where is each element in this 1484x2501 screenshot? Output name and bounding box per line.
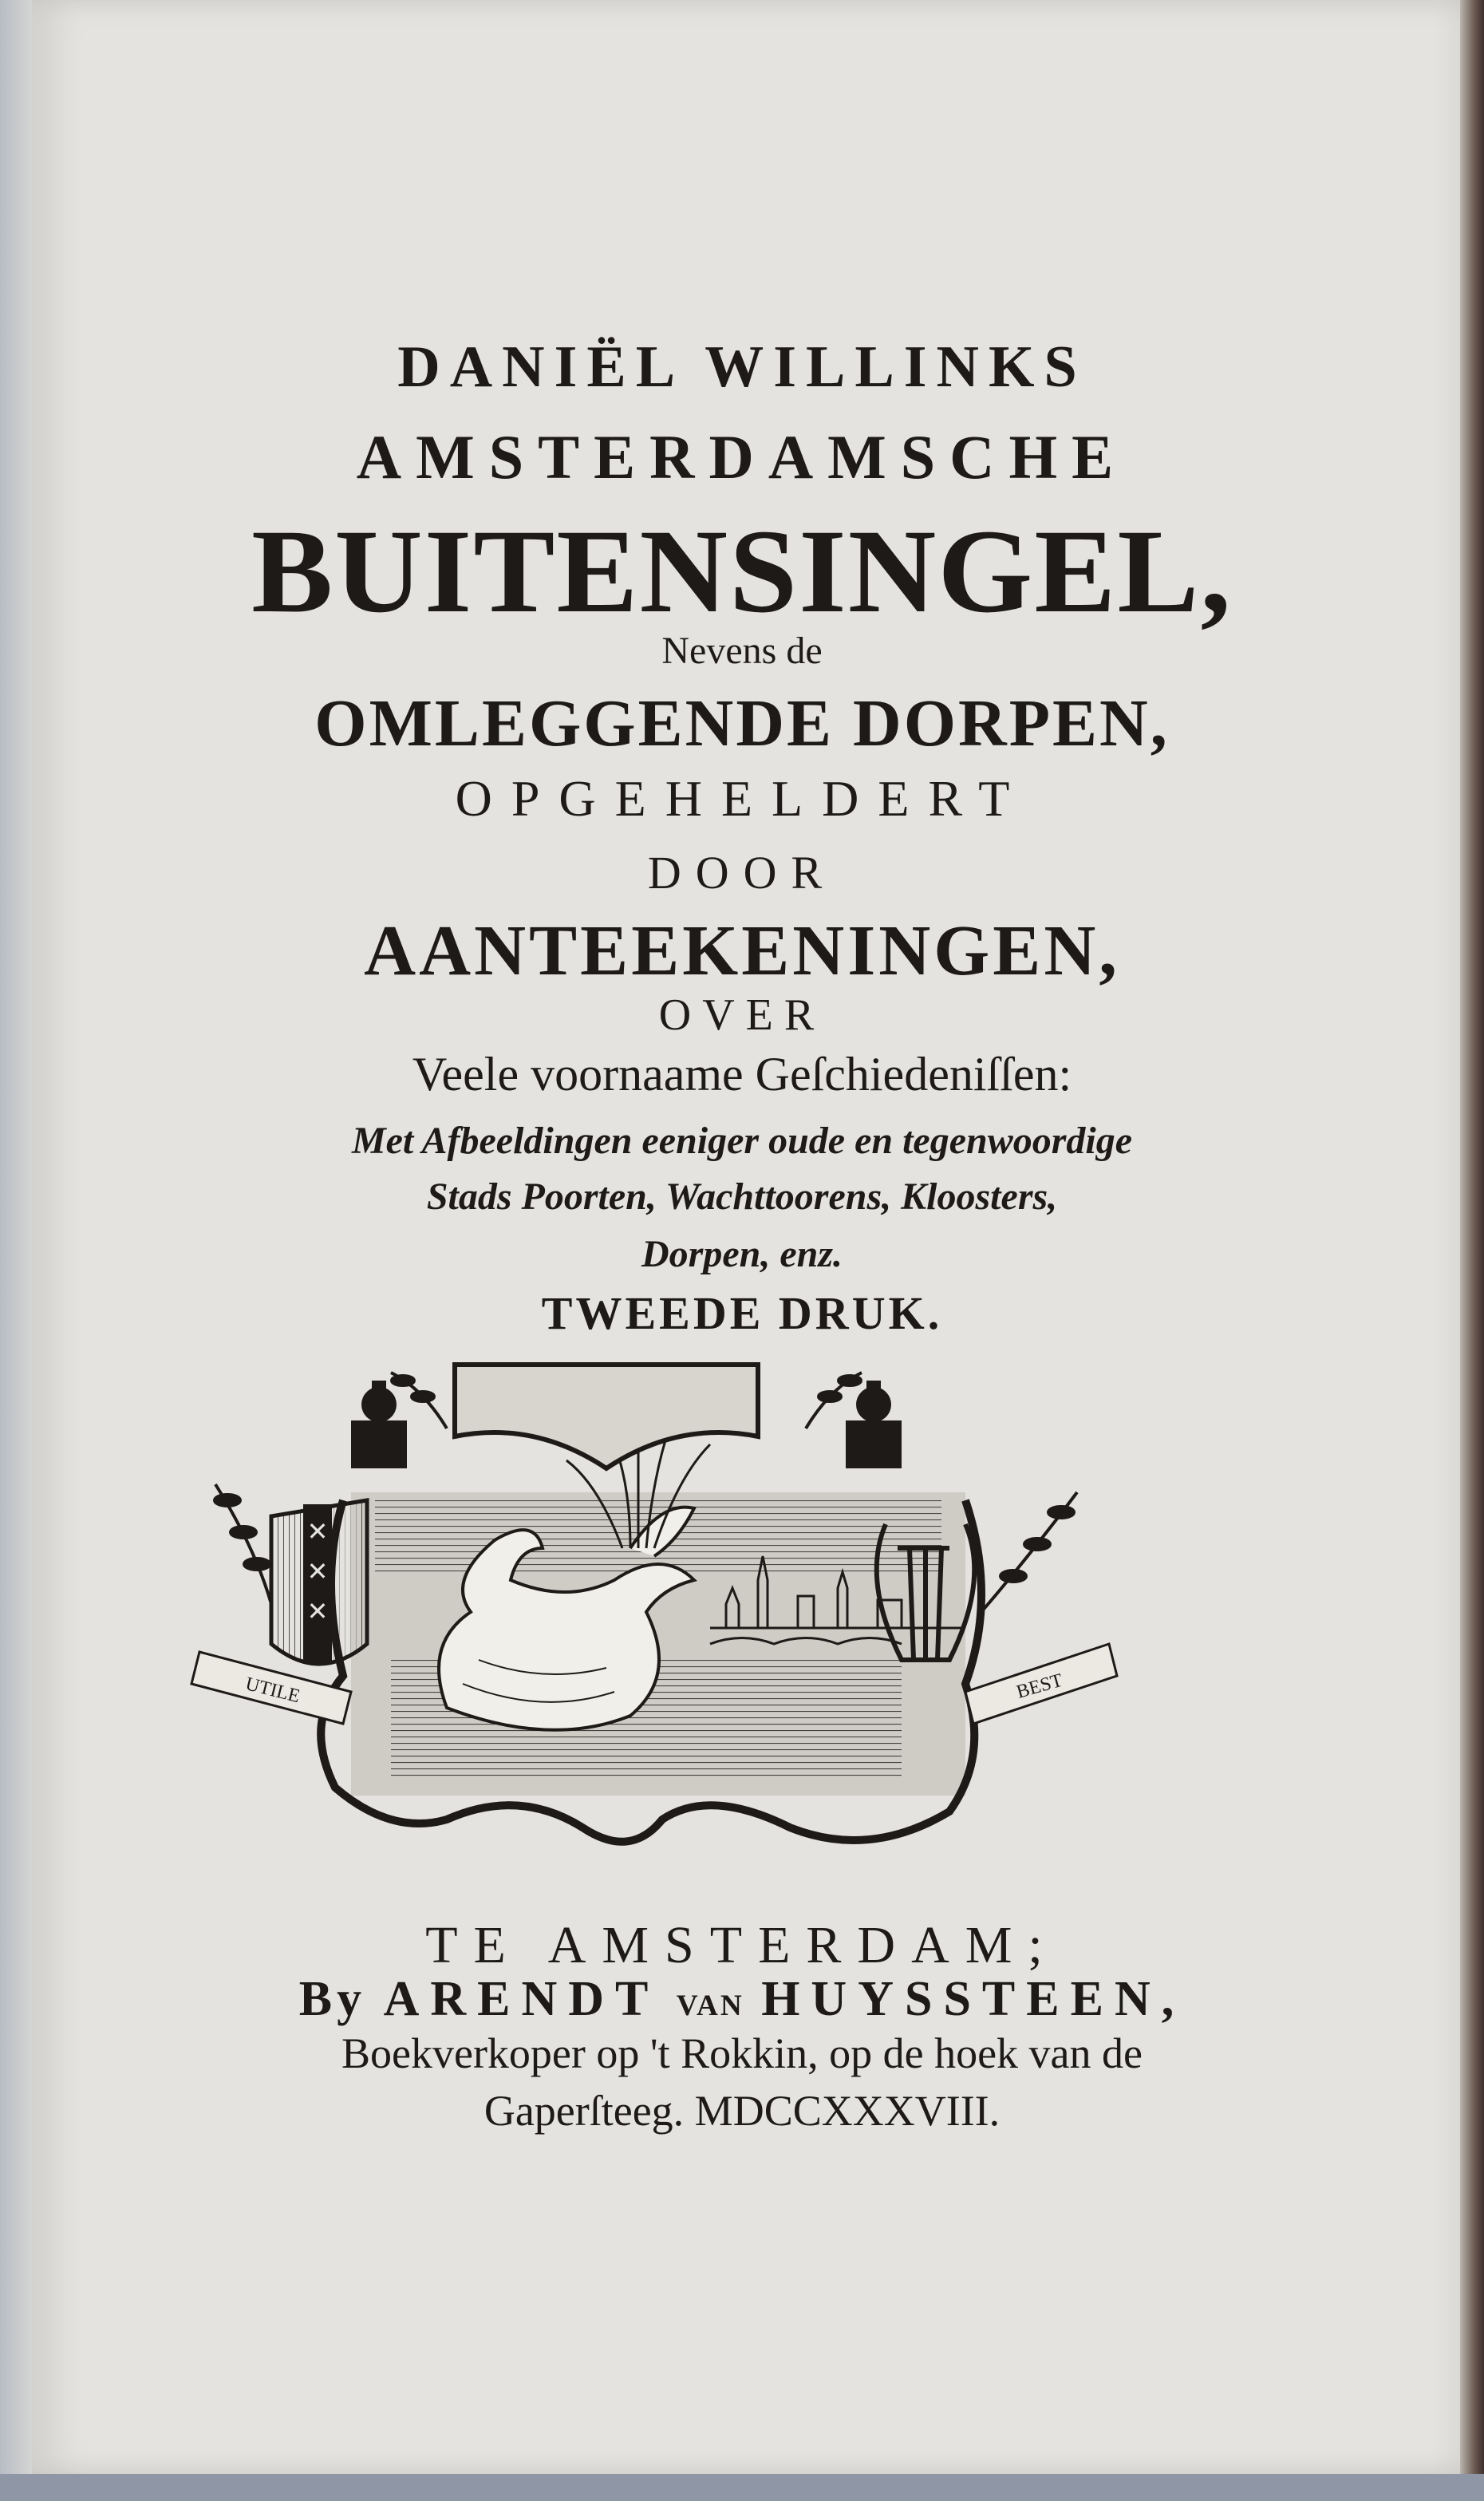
subtitle-italic-1: Met Afbeeldingen eeniger oude en tegenwoordige	[351, 1120, 1133, 1162]
subtitle-italic-2: Stads Poorten, Wachttoorens, Kloosters,	[426, 1175, 1058, 1218]
background-strip	[0, 2474, 1484, 2501]
engraved-vignette	[184, 1341, 1125, 1883]
title-line-amsterdamsche: AMSTERDAMSCHE	[356, 422, 1128, 492]
imprint-address-1: Boekverkoper op 't Rokkin, op de hoek van de	[341, 2029, 1143, 2077]
title-door: DOOR	[647, 847, 837, 899]
edition-line: TWEEDE DRUK.	[541, 1287, 943, 1339]
subtitle-italic-3: Dorpen, enz.	[641, 1233, 843, 1275]
publisher-van: VAN	[676, 1989, 744, 2022]
title-dorpen: OMLEGGENDE DORPEN,	[314, 686, 1170, 761]
urn-finial-left-icon	[351, 1381, 407, 1468]
ribbon-right	[965, 1644, 1117, 1724]
title-opgeheldert: OPGEHELDERT	[455, 770, 1029, 827]
svg-text:✕: ✕	[306, 1556, 329, 1586]
svg-text:✕: ✕	[306, 1596, 329, 1626]
imprint-address-2: Gaperſteeg. MDCCXXXVIII.	[483, 2087, 1001, 2135]
title-aanteekeningen: AANTEEKENINGEN,	[364, 911, 1120, 990]
publisher-prefix: By	[298, 1972, 367, 2026]
title-nevens: Nevens de	[661, 630, 823, 672]
svg-text:BEST: BEST	[1014, 1669, 1065, 1703]
title-over: OVER	[658, 990, 826, 1040]
svg-text:UTILE: UTILE	[243, 1673, 302, 1708]
publisher-surname: HUYSSTEEN,	[761, 1972, 1186, 2026]
title-main: BUITENSINGEL,	[251, 505, 1233, 638]
imprint-city: TE AMSTERDAM;	[425, 1916, 1059, 1974]
urn-finial-right-icon	[846, 1381, 902, 1468]
title-geschiedenissen: Veele voornaame Geſchiedeniſſen:	[412, 1048, 1072, 1100]
amsterdam-coat-of-arms-icon	[271, 1500, 367, 1664]
svg-text:✕: ✕	[306, 1516, 329, 1547]
imprint-publisher	[0, 1971, 1484, 2028]
publisher-name: ARENDT	[383, 1972, 660, 2026]
cartouche-crest	[455, 1365, 758, 1468]
author-line: DANIËL WILLINKS	[397, 334, 1087, 400]
